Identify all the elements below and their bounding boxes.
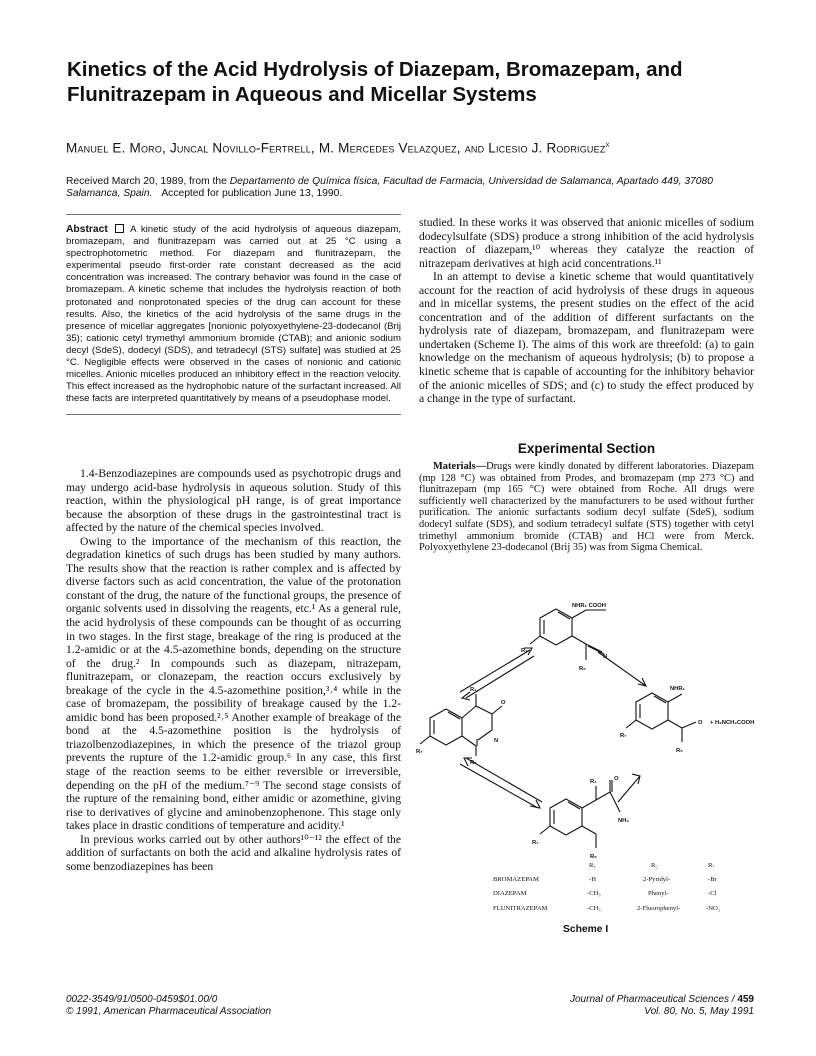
materials-paragraph [419,461,754,554]
table-cell-drug: FLUNITRAZEPAM [493,905,548,912]
table-header: R₅ [651,862,658,869]
footer-right [570,994,754,1018]
table-header: R₇ [708,862,715,869]
volume-info: Vol. 80, No. 5, May 1991 [644,1006,754,1017]
body-right-column [419,216,754,406]
received-prefix: Received March 20, 1989, from the [66,176,230,187]
corresponding-mark: x [605,140,610,149]
label-r5: R₅ [470,760,477,766]
abstract-box-icon [115,224,124,233]
article-title: Kinetics of the Acid Hydrolysis of Diazepam, Bromazepam, and Flunitrazepam in Aqueous and Micellar Systems [67,58,683,106]
table-cell: Phenyl- [648,890,669,897]
materials-text: Drugs were kindly donated by different laboratories. Diazepam (mp 128 °C) was obtained from Prodes, and bromazepam (mp 273 °C) and flunitrazepam (mp 165 °C) were obtained from Roche. All drugs were sufficiently well characterized by the manufacturers to be used without further purification. The anionic surfactants sodium decyl sulfate (SdeS), sodium dodecyl sulfate (SDS), and sodium tetradecyl sulfate (STS) together with cetyl trimethyl ammonium bromide (CTAB) and HCl were from Merck. Polyoxyethylene 23-dodecanol (Brij 35) was from Sigma Chemical. [419,461,754,554]
table-cell-drug: BROMAZEPAM [493,876,539,883]
paragraph: In previous works carried out by other authors¹⁰⁻¹² the effect of the addition of surfactants on both the acid and alkaline hydrolysis rates of some benzodiazepines has been [66,832,401,873]
section-heading: Experimental Section [517,441,656,456]
paragraph: studied. In these works it was observed that anionic micelles of sodium dodecylsulfate (SDS) produce a strong inhibition of the acid hydrolysis reaction of diazepam,¹⁰ whereas they catalyze the reaction of nitrazepam derivatives at high acid concentrations.¹¹ [419,216,754,270]
label-r1: R₁ [470,687,477,693]
label-nhr1-cooh: NHR₁ COOH [572,603,606,609]
amide-intermediate-structure [540,780,620,848]
label-o: O [614,776,619,782]
label-r7: R₇ [620,733,627,739]
journal-name: Journal of Pharmaceutical Sciences / [570,994,738,1005]
accepted-date: Accepted for publication June 13, 1990. [161,188,343,199]
intermediate-structure [530,609,606,660]
table-cell: -NO₂ [706,905,721,912]
label-r5: R₅ [676,748,683,754]
table-cell: -CH₃ [587,890,601,897]
aminobenzophenone-structure [626,693,696,742]
table-cell: 2-Pyridyl- [643,876,671,883]
label-r7: R₇ [521,648,528,654]
table-header: R₁ [589,862,596,869]
page-number: 459 [737,994,754,1005]
received-line [66,176,766,200]
paragraph: Owing to the importance of the mechanism of this reaction, the degradation kinetics of such drugs has been studied by many authors. The results show that the reaction is rather complex and is affected by diverse factors such as acid concentration, the value of the protonation constant of the drug, the nature of the functional groups, the presence of organic solvents used in dissolving the reagents, etc.¹ As a general rule, the acid hydrolysis of these compounds can be thought of as occurring in two stages. In the first stage, breakage of the ring is produced at the 1.2-amidic or at the 4.5-azomethine bonds, depending on the structure of the drug.² In compounds such as diazepam, nitrazepam, flunitrazepam, or clonazepam, the reaction occurs exclusively by breakage of the cycle in the 4.5-azomethine position,³˒⁴ while in the case of bromazepam, the possibility of breakage caused by the 1.2-amidic bond has been proposed.²˒⁵ Another example of breakage of the bond at the 4.5-azomethine position is the hydrolysis of triazolbenzodiazepines, in which the presence of the triazol group prevents the rupture of the 1.2-amidic group.⁶ In any case, this first stage of the reaction seems to be either reversible or irreversible, depending on the pH of the medium.⁷⁻⁹ The second stage consists of the rupture of the remaining bond, either amidic or azomethine, giving rise to derivatives of glycine and aminobenzophenone. This stage only takes place in drastic conditions of temperature and acidity.¹ [66,534,401,833]
author-names: Manuel E. Moro, Juncal Novillo-Fertrell, M. Mercedes Velazquez, and Licesio J. Rodriguez [66,140,606,156]
copyright: © 1991, American Pharmaceutical Association [66,1006,272,1017]
reaction-arrows [460,648,646,808]
label-r5: R₅ [579,666,586,672]
table-cell: 2-Fluorophenyl- [637,905,681,912]
label-nh2: NH₂ [618,818,629,824]
table-cell: -Br [708,876,717,883]
table-cell-drug: DIAZEPAM [493,890,527,897]
label-glycine: + H₂NCH₂COOH [710,720,755,726]
label-r7: R₇ [532,840,539,846]
body-left-column [66,467,401,873]
label-n: N [494,738,499,744]
article-code: 0022-3549/91/0500-0459$01.00/0 [66,994,218,1005]
scheme-diagram [416,590,760,940]
label-o: O [501,700,506,706]
label-nhr1: NHR₁ [670,686,685,692]
table-cell: -H [589,876,596,883]
materials-label: Materials— [433,461,487,472]
abstract-text: A kinetic study of the acid hydrolysis of aqueous diazepam, bromazepam, and flunitrazepam was carried out at 25 °C using a spectrophotometric method. For diazepam and flunitrazepam, the experimental pseudo first-order rate constant decreased as the acid concentration was increased. The contrary behavior was found in the case of bromazepam. A kinetic scheme that includes the hydrolysis reaction of both protonated and nonprotonated species of the drug can account for these results. Also, the kinetics of the acid hydrolysis of the same drugs in the presence of micellar aggregates [nonionic polyoxyethylene-23-dodecanol (Brij 35); cationic cetyl trymethyl ammonium bromide (CTAB); and anionic sodium decyl (SdeS), dodecyl (SDS), and tetradecyl (STS) sulfate] was studied at 25 °C. Negligible effects were observed in the cases of nonionic and cationic micelles. Anionic micelles produced an inhibitory effect in the reaction velocity. This effect increased as the hydrophobic nature of the surfactant increased. All these facts are interpreted quantitatively by means of a pseudophase model. [66,224,401,405]
abstract [66,214,401,415]
author-list [66,136,756,157]
label-r5: R₅ [590,854,597,860]
abstract-label: Abstract [66,224,108,235]
paragraph: In an attempt to devise a kinetic scheme that would quantitatively account for the reaction of acid hydrolysis of these drugs in aqueous and in micellar systems, the present studies on the effect of the acid concentration and of the addition of different surfactants on the hydrolysis rate of diazepam, bromazepam, and flunitrazepam were undertaken (Scheme I). The aims of this work are threefold: (a) to gain knowledge on the mechanism of aqueous hydrolysis; (b) to propose a kinetic scheme that is capable of accounting for the inhibitory behavior of the anionic micelles of SDS; and (c) to study the effect produced by a change in the type of surfactant. [419,270,754,406]
affiliation: Departamento de Química física, Facultad de Farmacia, Universidad de Salamanca, Apartado 449, 37080 Salamanca, Spain. [66,176,713,199]
label-r1: R₁ [590,779,597,785]
table-cell: -Cl [708,890,717,897]
label-n: N [603,654,608,660]
scheme-caption: Scheme I [563,924,609,935]
table-cell: -CH₃ [587,905,601,912]
label-o: O [698,720,703,726]
paragraph: 1.4-Benzodiazepines are compounds used as psychotropic drugs and may undergo acid-base hydrolysis in aqueous solution. Study of this reaction, within the physiological pH range, is of great importance because the absorption of these drugs in the gastrointestinal tract is affected by the nature of the chemical species involved. [66,467,401,535]
label-r7: R₇ [416,749,423,755]
footer-left [66,994,271,1018]
benzodiazepine-structure [420,694,502,756]
